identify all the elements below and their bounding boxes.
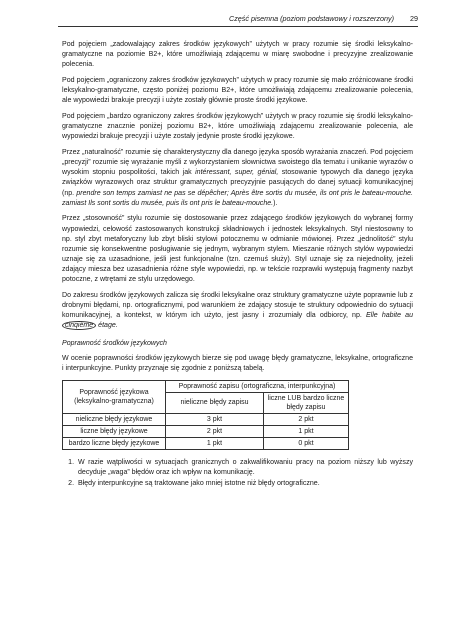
- range-example-start: Elle habite au: [365, 312, 413, 320]
- list-item: 1. W razie wątpliwości w sytuacjach granicznych o zakwalifikowaniu pracy na poziom niższy lub wyższy decyduje „waga” błędów oraz ich wpływ na komunikację.: [76, 458, 413, 478]
- notes-list: [62, 458, 413, 489]
- list-item: 2. Błędy interpunkcyjne są traktowane jako mniej istotne niż błędy ortograficzne.: [76, 479, 413, 489]
- table-col2-header: liczne LUB bardzo liczne błędy zapisu: [264, 392, 349, 413]
- table-corner-header: Poprawność językowa (leksykalno-gramatyczna): [63, 380, 166, 413]
- section-intro: W ocenie poprawności środków językowych bierze się pod uwagę błędy gramatyczne, leksykalne, ortograficzne i interpunkcyjne. Punkty przyznaje się zgodnie z poniższą tabelą.: [62, 354, 413, 372]
- table-row-label: nieliczne błędy językowe: [63, 413, 166, 425]
- table-cell: 2 pkt: [166, 425, 264, 437]
- table-col1-header: nieliczne błędy zapisu: [166, 392, 264, 413]
- table-cell: 1 pkt: [264, 425, 349, 437]
- range-text: Do zakresu środków językowych zalicza się środki leksykalne oraz struktury gramatyczne użyte poprawnie lub z drobnymi błędami, np. ortograficznymi, pod warunkiem że zdający stosuje te struktury odpowiednio do sytuacji komunikacyjnej, a kontekst, w którym ich użyto, jest jasny i zrozumiały dla odbiorcy, np.: [62, 291, 413, 320]
- document-body: [62, 40, 413, 490]
- page-header: [60, 14, 418, 26]
- paragraph-style: Przez „stosowność” stylu rozumie się dostosowanie przez zdającego środków językowych do wybranej formy wypowiedzi, celowość zastosowanych konstrukcji składniowych i jednostek leksykalnych. Styl niestosowny to np. styl zbyt metaforyczny lub zbyt bliski stylowi potocznemu w odmianie mówionej. Przez „jednolitość” stylu rozumie się konsekwentne posługiwanie się jednym, wybranym stylem. Mieszanie różnych stylów wypowiedzi uznaje się za uzasadnione, jeśli jest funkcjonalne (tzn. czemuś służy). Styl uznaje się za niejednolity, jeżeli zdający miesza bez uzasadnienia różne style wypowiedzi, np. w tekście rozprawki występują fragmenty nazbyt potoczne, z wtrętami ze stylu urzędowego.: [62, 215, 413, 284]
- paragraph-satisfactory-range: Pod pojęciem „zadowalający zakres środków językowych” użytych w pracy rozumie się środki leksykalno-gramatyczne na poziomie B2+, które umożliwiają zdającemu w miarę swobodne i precyzyjne zrealizowanie polecenia.: [62, 41, 413, 69]
- table-row-label: bardzo liczne błędy językowe: [63, 437, 166, 449]
- paragraph-naturalness-precision: [62, 148, 413, 209]
- naturalness-text-b: stosowanie typowych dla danego języka związków wyrazowych oraz struktur gramatycznych precyzyjnie pasujących do danej sytuacji komunikacyjnej (np.: [62, 169, 413, 197]
- table-row: [63, 413, 349, 425]
- table-row: [63, 425, 349, 437]
- common-words-examples: intéressant, super, génial,: [195, 169, 279, 177]
- table-cell: 3 pkt: [166, 413, 264, 425]
- scoring-table: [62, 380, 349, 450]
- table-cell: 1 pkt: [166, 437, 264, 449]
- table-header-row: [63, 380, 349, 392]
- paragraph-limited-range: Pod pojęciem „ograniczony zakres środków językowych” użytych w pracy rozumie się mało zróżnicowane środki leksykalno-gramatyczne, często poniżej poziomu B2+, które umożliwiają zdającemu zrealizowanie polecenia, ale wypowiedzi brakuje precyzji i użyte zostały głównie proste środki językowe.: [62, 76, 413, 105]
- header-divider: [58, 26, 418, 27]
- precision-example: prendre son temps zamiast ne pas se dépêcher; Après être sortis du musée, ils ont pris le bateau-mouche. zamiast Ils sont sortis du musée, puis ils ont pris le bateau-mouche.: [62, 189, 413, 207]
- header-title: Część pisemna (poziom podstawowy i rozszerzony): [229, 14, 394, 23]
- table-cell: 0 pkt: [264, 437, 349, 449]
- section-title: Poprawność środków językowych: [62, 339, 167, 347]
- table-cell: 2 pkt: [264, 413, 349, 425]
- paragraph-very-limited-range: Pod pojęciem „bardzo ograniczony zakres środków językowych” użytych w pracy rozumie się środki leksykalno-gramatyczne znacznie poniżej poziomu B2+, które umożliwiają zdającemu zrealizowanie polecenia, ale wypowiedzi brakuje precyzji i użyte zostały jedynie proste środki językowe.: [62, 112, 413, 141]
- page-number: 29: [410, 14, 418, 23]
- table-group-header: Poprawność zapisu (ortograficzna, interpunkcyjna): [166, 380, 349, 392]
- table-row-label: liczne błędy językowe: [63, 425, 166, 437]
- circled-spelling-error: cinqième: [62, 321, 96, 330]
- table-row: [63, 437, 349, 449]
- paragraph-language-range: [62, 291, 413, 332]
- range-example-end: étage.: [96, 322, 118, 330]
- naturalness-text-a: Przez „naturalność” rozumie się charakterystyczny dla danego języka sposób wyrażania znaczeń. Pod pojęciem „precyzji” rozumie się wyrażanie myśli z wykorzystaniem słownictwa swoistego dla tematu i unikanie wyrazów o wysokim stopniu pospolitości, takich jak: [62, 148, 413, 177]
- naturalness-text-c: ).: [273, 199, 278, 207]
